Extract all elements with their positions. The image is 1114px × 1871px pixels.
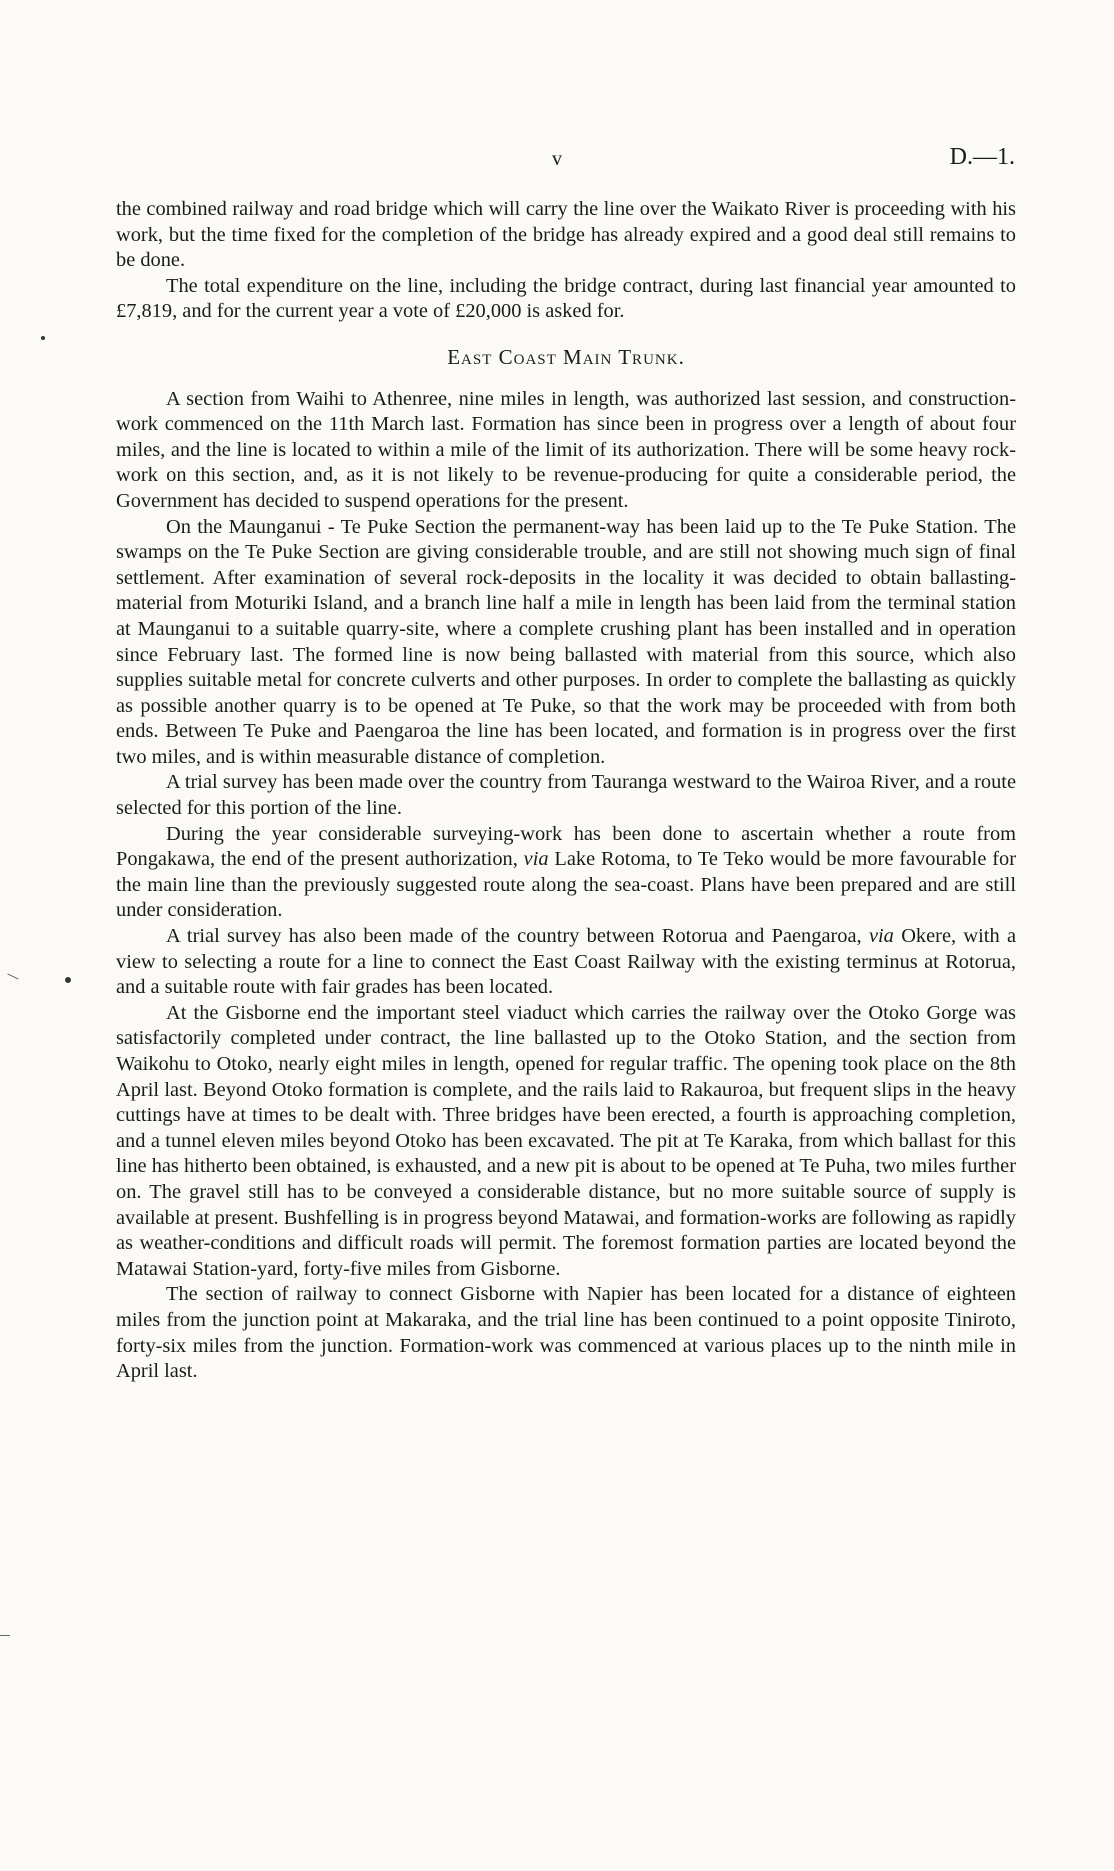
margin-tick — [0, 1635, 10, 1636]
margin-tick — [7, 974, 18, 980]
section-heading: East Coast Main Trunk. — [447, 344, 685, 369]
text-segment: Okere, with a view to selecting a route for a line to connect the East Coast Railway with the existing terminus at Rotorua, and a suitable route with fair grades has been located. — [116, 925, 1016, 999]
paragraph-napier: The section of railway to connect Gisborne with Napier has been located for a distance of eighteen miles from the junction point at Makaraka, and the trial line has been continued to a point opposite Tiniroto, forty-six miles from the junction. Formation-work was commenced at various places up to the ninth mile in April last. — [116, 1283, 1016, 1383]
paragraph-gisborne: At the Gisborne end the important steel viaduct which carries the railway over the Otoko Gorge was satisfactorily completed under contract, the line ballasted up to the Otoko Station, and the section from Waikohu to Otoko, nearly eight miles in length, opened for regular traffic. The opening took place on the 8th April last. Beyond Otoko formation is complete, and the rails laid to Rakauroa, but frequent slips in the heavy cuttings have at times to be dealt with. Three bridges have been erected, a fourth is approaching completion, and a tunnel eleven miles beyond Otoko has been excavated. The pit at Te Karaka, from which ballast for this line has hitherto been obtained, is exhausted, and a new pit is about to be opened at Te Puha, two miles further on. The gravel still has to be conveyed a considerable distance, but no more suitable source of supply is available at present. Bushfelling is in progress beyond Matawai, and formation-works are following as rapidly as weather-conditions and difficult roads will permit. The foremost formation parties are located beyond the Matawai Station-yard, forty-five miles from Gisborne. — [116, 1001, 1016, 1280]
paragraph-expenditure: The total expenditure on the line, including the bridge contract, during last financial year amounted to £7,819, and for the current year a vote of £20,000 is asked for. — [116, 274, 1016, 323]
italic-via: via — [523, 848, 549, 871]
italic-via: via — [868, 925, 894, 948]
page-number: v — [552, 148, 562, 170]
text-segment: During the year considerable surveying-work has been done to ascertain whether a route from Pongakawa, the end of the present authorization, — [116, 822, 1016, 871]
body-text — [116, 197, 1016, 1385]
margin-dot — [65, 977, 71, 983]
paragraph-maunganui: On the Maunganui - Te Puke Section the permanent-way has been laid up to the Te Puke Station. The swamps on the Te Puke Section are giving considerable trouble, and are still not showing much sign of final settlement. After examination of several rock-deposits in the locality it was decided to obtain ballasting-material from Moturiki Island, and a branch line half a mile in length has been laid from the terminal station at Maunganui to a suitable quarry-site, where a complete crushing plant has been installed and in operation since February last. The formed line is now being ballasted with material from this source, which also supplies suitable metal for concrete culverts and other purposes. In order to complete the ballasting as quickly as possible another quarry is to be opened at Te Puke, so that the work may be proceeded with from both ends. Between Te Puke and Paengaroa the line has been located, and formation is in progress over the first two miles, and is within measurable distance of completion. — [116, 515, 1016, 768]
text-segment: A trial survey has also been made of the country between Rotorua and Paengaroa, — [166, 925, 862, 948]
paragraph-trial-tauranga: A trial survey has been made over the country from Tauranga westward to the Wairoa River, and a route selected for this portion of the line. — [116, 771, 1016, 820]
paragraph-pongakawa — [116, 822, 1016, 924]
margin-dot — [41, 336, 45, 340]
text-segment: Lake Rotoma, to Te Teko would be more favourable for the main line than the previously suggested route along the sea-coast. Plans have been prepared and are still under consideration. — [116, 848, 1016, 922]
paragraph-rotorua — [116, 924, 1016, 1001]
paragraph-bridge: the combined railway and road bridge which will carry the line over the Waikato River is proceeding with his work, but the time fixed for the completion of the bridge has already expired and a good deal still remains to be done. — [116, 198, 1016, 272]
paragraph-waihi: A section from Waihi to Athenree, nine miles in length, was authorized last session, and construction-work commenced on the 11th March last. Formation has since been in progress over a length of about four miles, and the line is located to within a mile of the limit of its authorization. There will be some heavy rock-work on this section, and, as it is not likely to be revenue-producing for quite a considerable period, the Government has decided to suspend operations for the present. — [116, 387, 1016, 512]
document-reference: D.—1. — [949, 144, 1015, 170]
